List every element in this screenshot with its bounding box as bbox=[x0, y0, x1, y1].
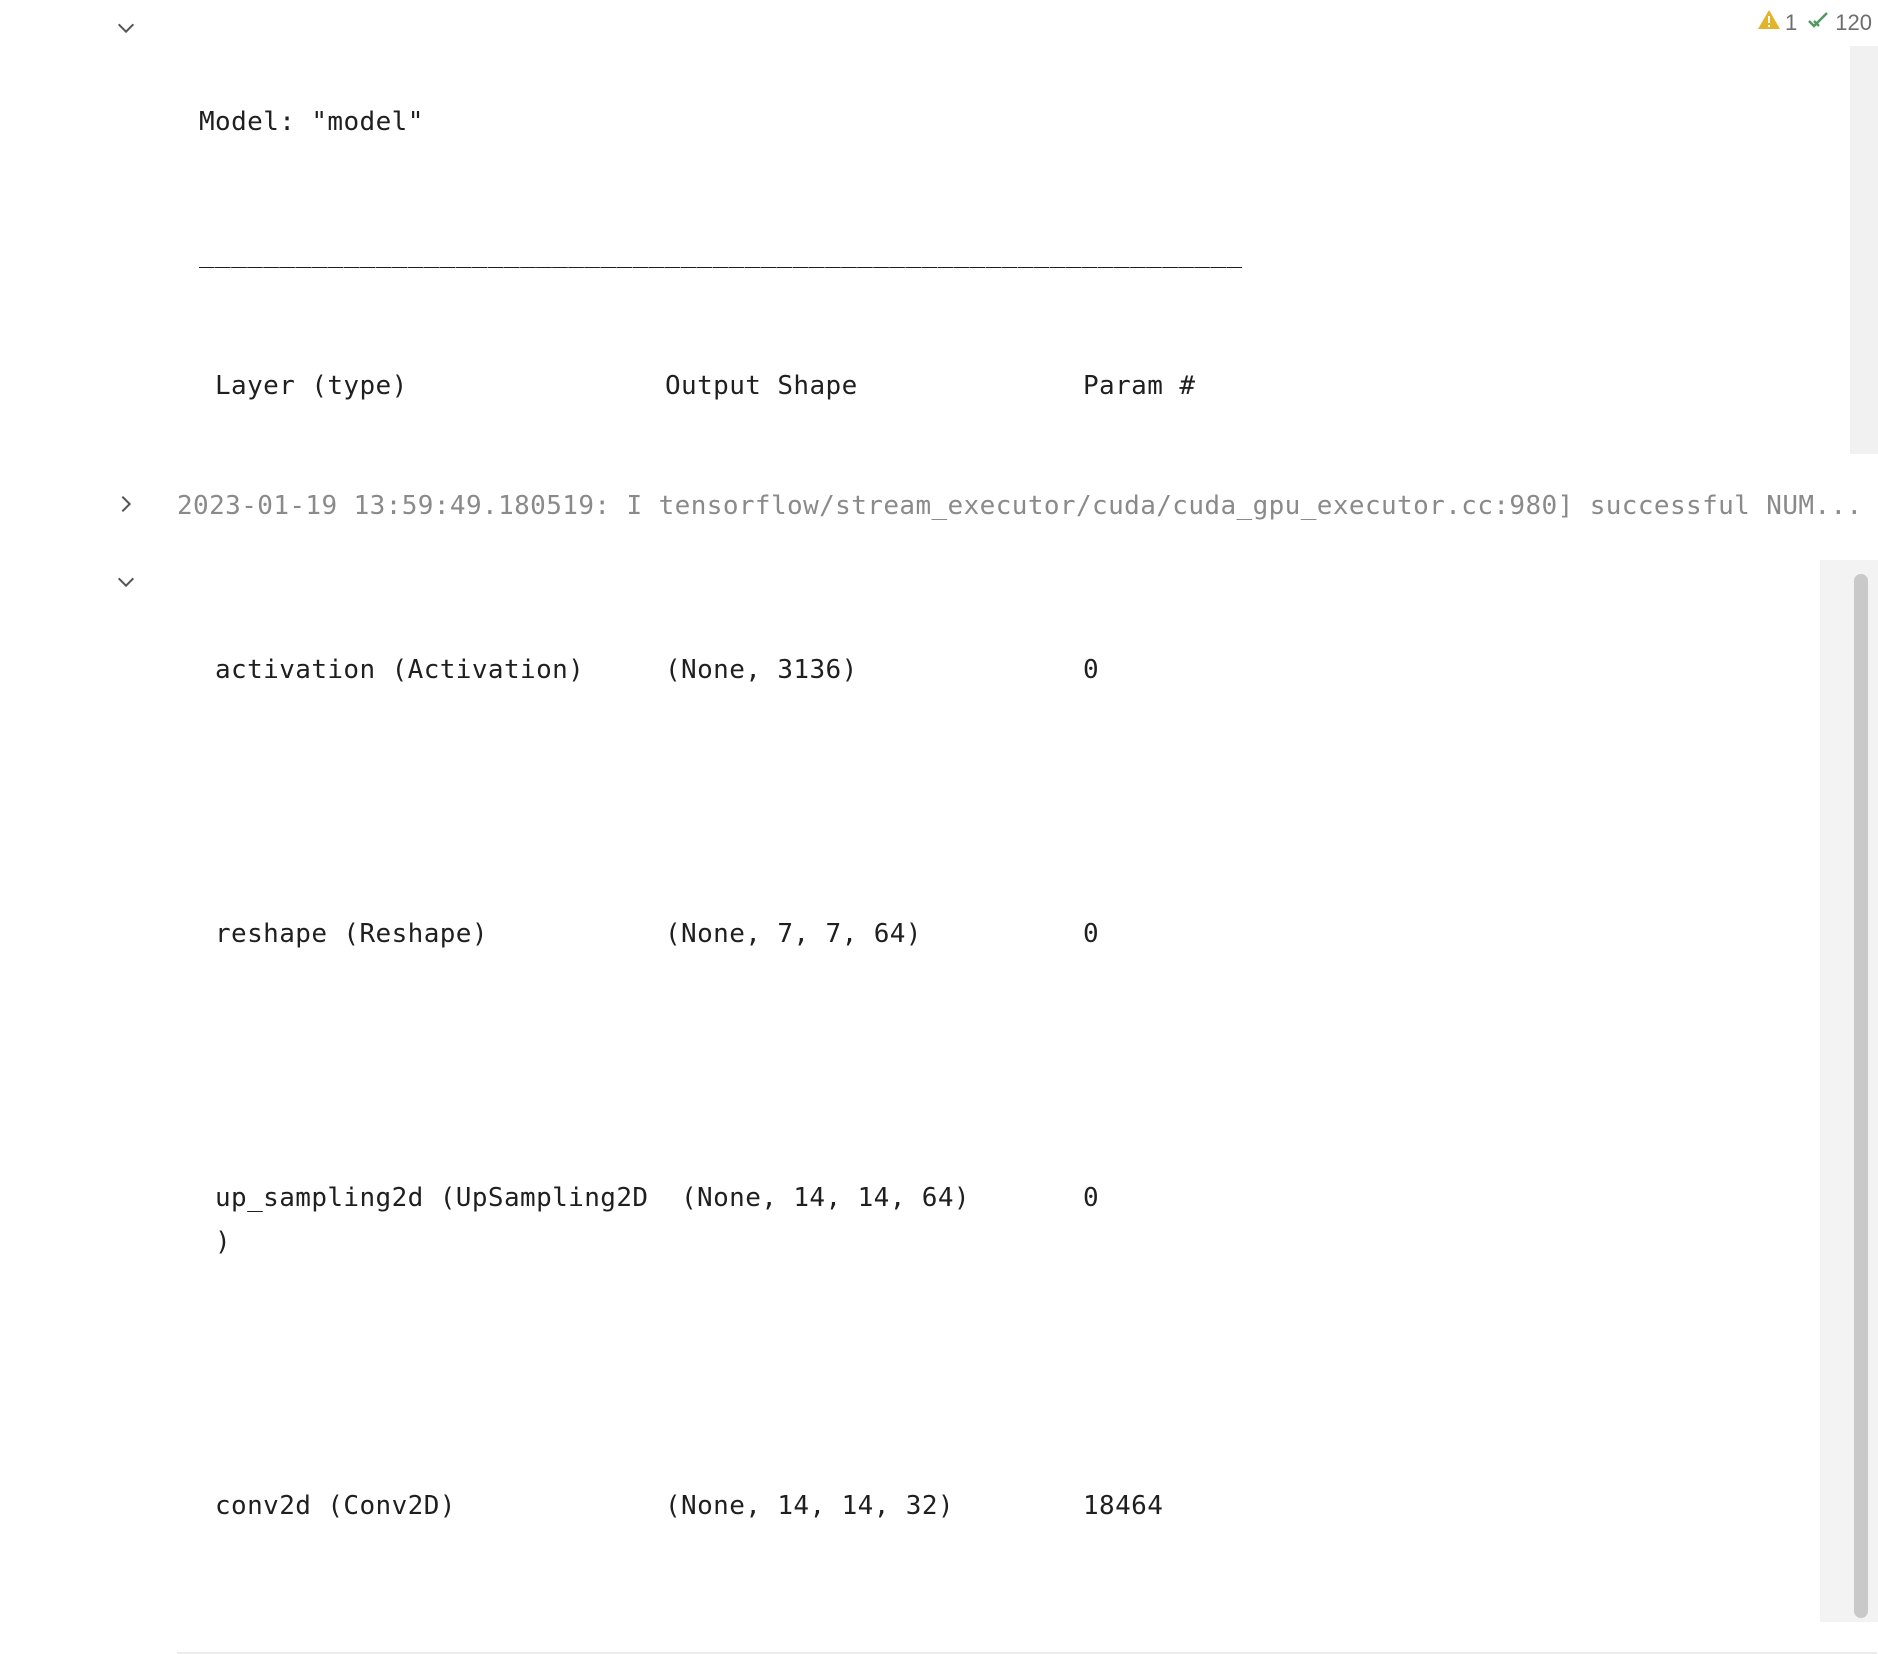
layer-params: 18464 bbox=[1083, 1491, 1164, 1521]
model-title: Model: "model" bbox=[199, 107, 424, 137]
header-param: Param # bbox=[1083, 371, 1196, 401]
layer-shape: (None, 14, 14, 64) bbox=[681, 1183, 970, 1213]
table-row bbox=[199, 1484, 1809, 1528]
collapse-output-toggle-2[interactable] bbox=[112, 570, 140, 598]
layer-params: 0 bbox=[1083, 919, 1100, 949]
layer-name-cont: ) bbox=[215, 1227, 232, 1257]
layer-params: 0 bbox=[1083, 655, 1100, 685]
layer-params: 0 bbox=[1083, 1183, 1100, 1213]
scrollbar-thumb[interactable] bbox=[1854, 574, 1868, 1618]
layer-name: activation (Activation) bbox=[215, 655, 585, 685]
dash-rule: _________________________________________________________________ bbox=[199, 239, 1243, 269]
layer-shape: (None, 14, 14, 32) bbox=[665, 1491, 954, 1521]
collapsed-log-line[interactable]: 2023-01-19 13:59:49.180519: I tensorflow/stream_executor/cuda/cuda_gpu_executor.cc:980] successful NUM... bbox=[177, 491, 1863, 521]
layer-shape: (None, 7, 7, 64) bbox=[665, 919, 922, 949]
warnings-count: 1 bbox=[1785, 10, 1798, 35]
chevron-down-icon bbox=[115, 571, 137, 597]
header-layer: Layer (type) bbox=[215, 371, 408, 401]
chevron-right-icon bbox=[115, 493, 137, 519]
model-summary-output-bottom bbox=[199, 560, 1809, 1620]
model-summary-output-top bbox=[199, 12, 1839, 452]
output-scrollbar-bottom[interactable] bbox=[1820, 560, 1878, 1622]
table-header bbox=[199, 364, 1839, 408]
layer-name: up_sampling2d (UpSampling2D bbox=[215, 1183, 649, 1213]
table-row bbox=[199, 1176, 1809, 1264]
header-shape: Output Shape bbox=[665, 371, 858, 401]
chevron-down-icon bbox=[115, 17, 137, 43]
expand-log-toggle[interactable] bbox=[112, 492, 140, 520]
collapse-output-toggle[interactable] bbox=[112, 16, 140, 44]
checks-count: 120 bbox=[1835, 10, 1872, 35]
table-row bbox=[199, 648, 1809, 692]
layer-shape: (None, 3136) bbox=[665, 655, 858, 685]
output-scrollbar-top[interactable] bbox=[1850, 46, 1878, 454]
table-row bbox=[199, 912, 1809, 956]
layer-name: reshape (Reshape) bbox=[215, 919, 488, 949]
layer-name: conv2d (Conv2D) bbox=[215, 1491, 456, 1521]
